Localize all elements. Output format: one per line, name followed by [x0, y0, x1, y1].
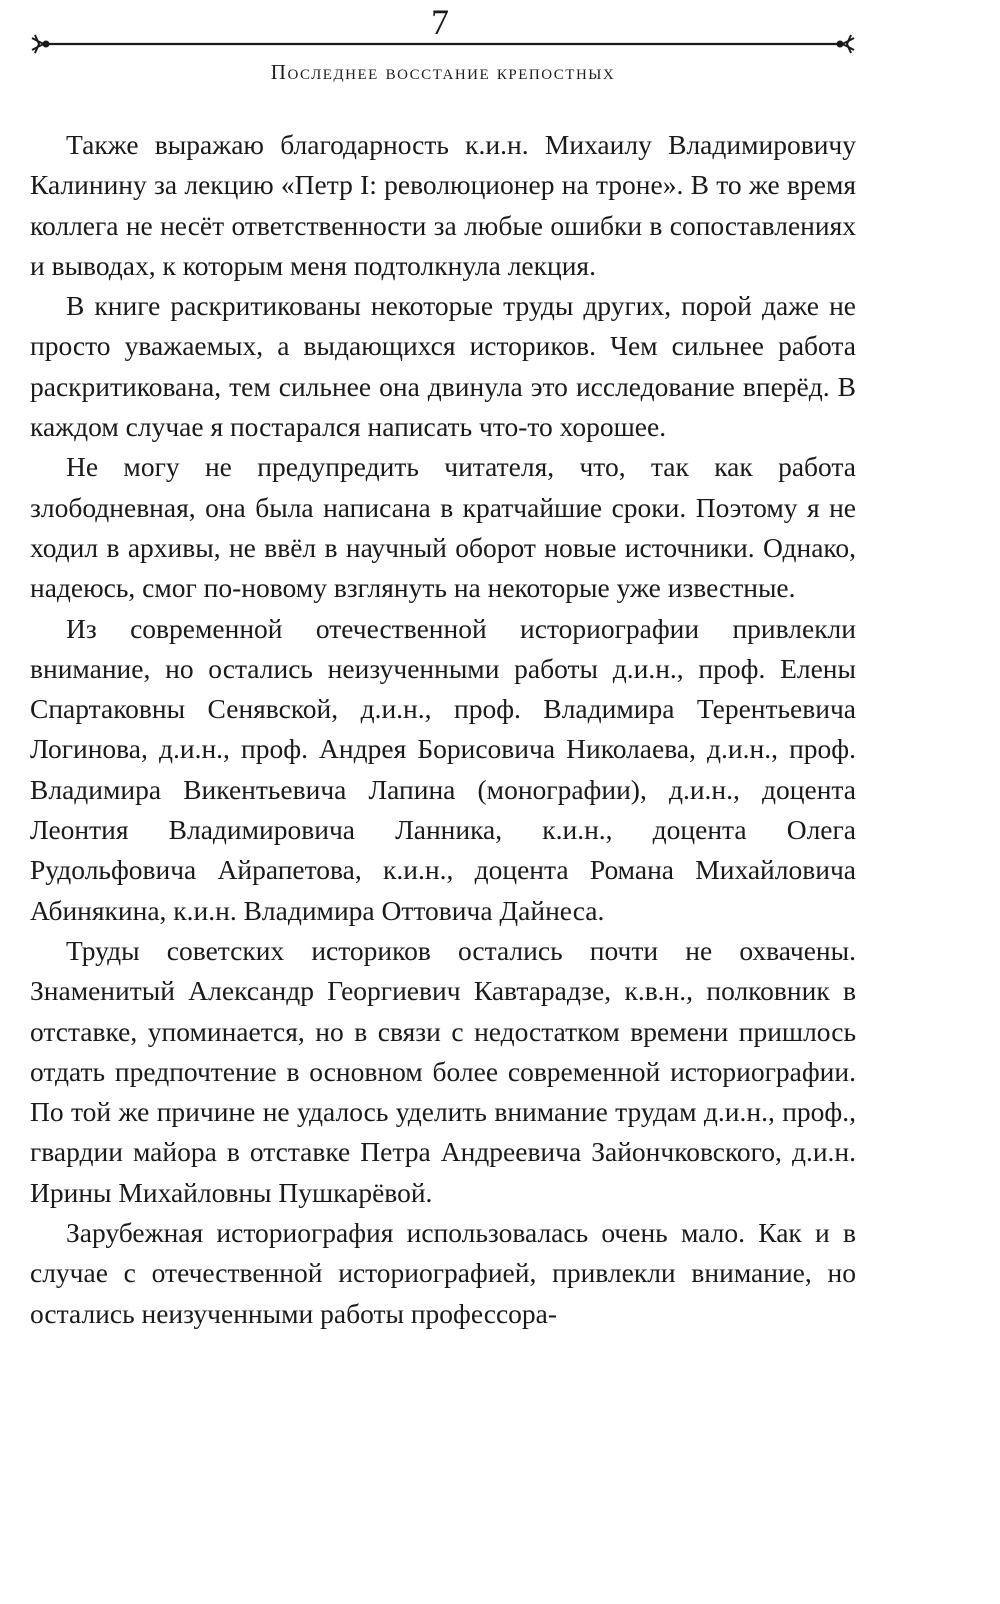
paragraph: Труды советских историков остались почти не охвачены. Знаменитый Александр Георгиевич Кавтарадзе, к.в.н., полковник в отставке, упоминается, но в связи с недостатком времени пришлось отдать предпочтение в основном более современной историографии. По той же причине не удалось уделить внимание трудам д.и.н., проф., гвардии майора в отставке Петра Андреевича Зайончковского, д.и.н. Ирины Михайловны Пушкарёвой.	[30, 934, 856, 1208]
right-ornament-icon	[838, 35, 855, 53]
body-text	[30, 125, 856, 1334]
paragraph: Из современной отечественной историографии привлекли внимание, но остались неизученными работы д.и.н., проф. Елены Спартаковны Сенявской, д.и.н., проф. Владимира Терентьевича Логинова, д.и.н., проф. Андрея Борисовича Николаева, д.и.н., проф. Владимира Викентьевича Лапина (монографии), д.и.н., доцента Леонтия Владимировича Ланника, к.и.н., доцента Олега Рудольфовича Айрапетова, к.и.н., доцента Романа Михайловича Абинякина, к.и.н. Владимира Оттовича Дайнеса.	[30, 612, 856, 926]
ornamental-rule	[30, 32, 856, 56]
paragraph: В книге раскритикованы некоторые труды других, порой даже не просто уважаемых, а выдающихся историков. Чем сильнее работа раскритикована, тем сильнее она двинула это исследование вперёд. В каждом случае я постарался написать что-то хорошее.	[30, 290, 856, 443]
paragraph: Также выражаю благодарность к.и.н. Михаилу Владимировичу Калинину за лекцию «Петр I: революционер на троне». В то же время коллега не несёт ответственности за любые ошибки в сопоставлениях и выводах, к которым меня подтолкнула лекция.	[30, 129, 856, 281]
page-number: 7	[431, 2, 449, 42]
paragraph: Зарубежная историография использовалась очень мало. Как и в случае с отечественной историографией, привлекли внимание, но остались неизученными работы профессора-	[30, 1217, 856, 1329]
paragraph: Не могу не предупредить читателя, что, так как работа злободневная, она была написана в кратчайшие сроки. Поэтому я не ходил в архивы, не ввёл в научный оборот новые источники. Однако, надеюсь, смог по-новому взглянуть на некоторые уже известные.	[30, 451, 856, 604]
left-ornament-icon	[32, 35, 49, 53]
running-title: Последнее восстание крепостных	[270, 60, 616, 84]
